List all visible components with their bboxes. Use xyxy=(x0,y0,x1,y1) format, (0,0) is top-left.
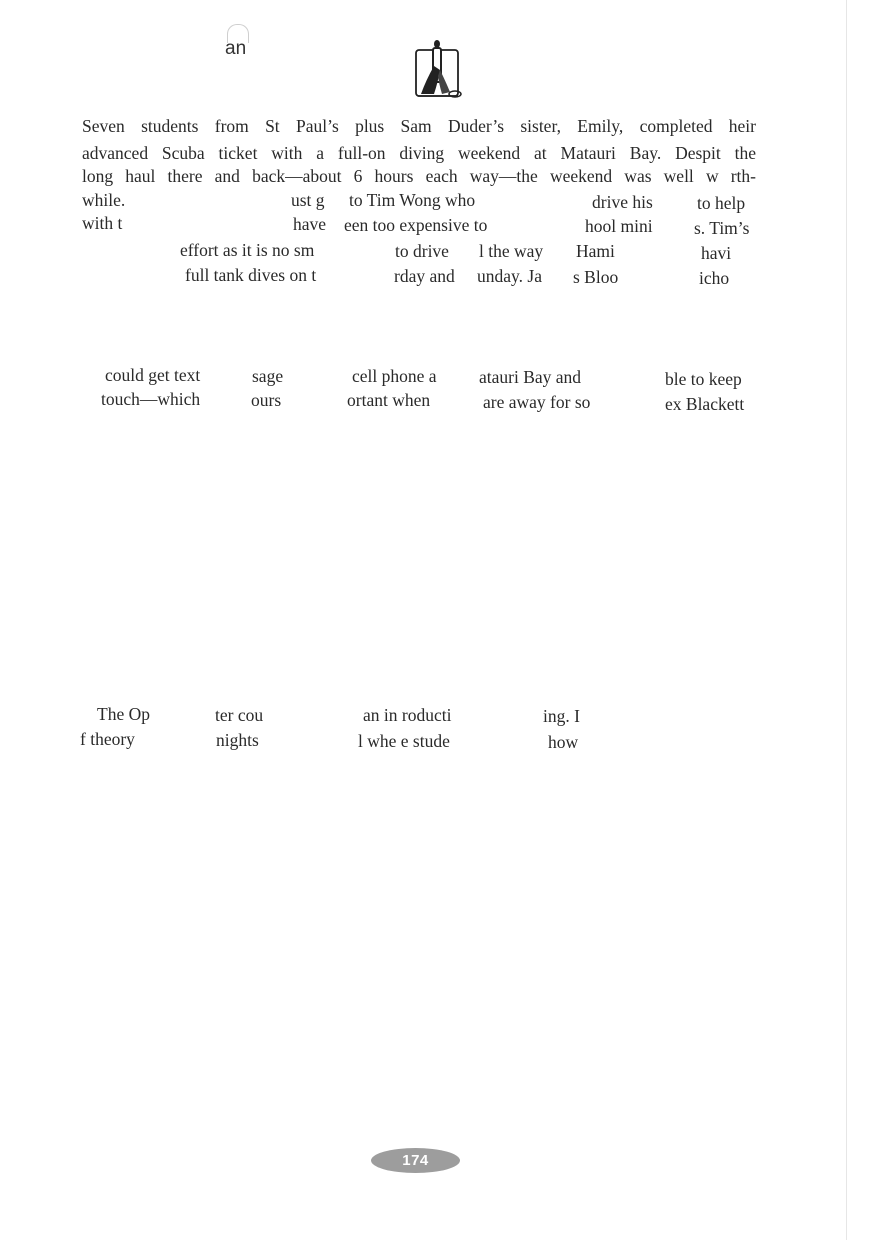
text-fragment: while. xyxy=(82,190,126,210)
text-fragment: how xyxy=(548,732,579,752)
text-fragment: Hami xyxy=(576,241,615,261)
text-fragment: ust g xyxy=(291,190,325,210)
text-fragment: have xyxy=(293,214,327,234)
text-fragment: l whe e stude xyxy=(358,731,450,751)
intro-line-3: long haul there and back—about 6 hours each way—the weekend was well w rth- xyxy=(82,166,756,186)
text-fragment: full tank dives on t xyxy=(185,265,317,285)
text-fragment: to Tim Wong who xyxy=(349,190,476,210)
section-header-word: an xyxy=(225,38,247,59)
text-fragment: cell phone a xyxy=(352,366,437,386)
text-fragment: sage xyxy=(252,366,284,386)
text-fragment: hool mini xyxy=(585,216,653,236)
intro-line-2: advanced Scuba ticket with a full-on diving weekend at Matauri Bay. Despit the xyxy=(82,143,756,163)
text-fragment: atauri Bay and xyxy=(479,367,582,387)
text-fragment: to drive xyxy=(395,241,449,261)
text-fragment: to help xyxy=(697,193,746,213)
text-fragment: ing. I xyxy=(543,706,580,726)
text-fragment: een too expensive to xyxy=(344,215,488,235)
text-fragment: are away for so xyxy=(483,392,591,412)
page-number: 174 xyxy=(402,1152,429,1169)
text-fragment: touch—which xyxy=(101,389,201,409)
text-fragment: The Op xyxy=(97,704,150,724)
text-fragment: icho xyxy=(699,268,730,288)
page-edge-line xyxy=(846,0,847,1240)
text-fragment: havi xyxy=(701,243,732,263)
text-fragment: s Bloo xyxy=(573,267,619,287)
text-fragment: unday. Ja xyxy=(477,266,542,286)
text-fragment: effort as it is no sm xyxy=(180,240,315,260)
text-fragment: rday and xyxy=(394,266,455,286)
text-fragment: ours xyxy=(251,390,282,410)
text-fragment: s. Tim’s xyxy=(694,218,750,238)
text-fragment: l the way xyxy=(479,241,544,261)
text-fragment: nights xyxy=(216,730,259,750)
text-fragment: could get text xyxy=(105,365,201,385)
scuba-diver-logo-icon xyxy=(412,36,464,102)
text-fragment: ble to keep xyxy=(665,369,742,389)
text-fragment: drive his xyxy=(592,192,653,212)
intro-line-1: Seven students from St Paul’s plus Sam Duder’s sister, Emily, completed heir xyxy=(82,116,756,136)
text-fragment: ter cou xyxy=(215,705,264,725)
text-fragment: an in roducti xyxy=(363,705,452,725)
text-fragment: with t xyxy=(82,213,123,233)
text-fragment: ortant when xyxy=(347,390,431,410)
text-fragment: f theory xyxy=(80,729,135,749)
text-fragment: ex Blackett xyxy=(665,394,745,414)
page-number-badge xyxy=(371,1148,460,1173)
